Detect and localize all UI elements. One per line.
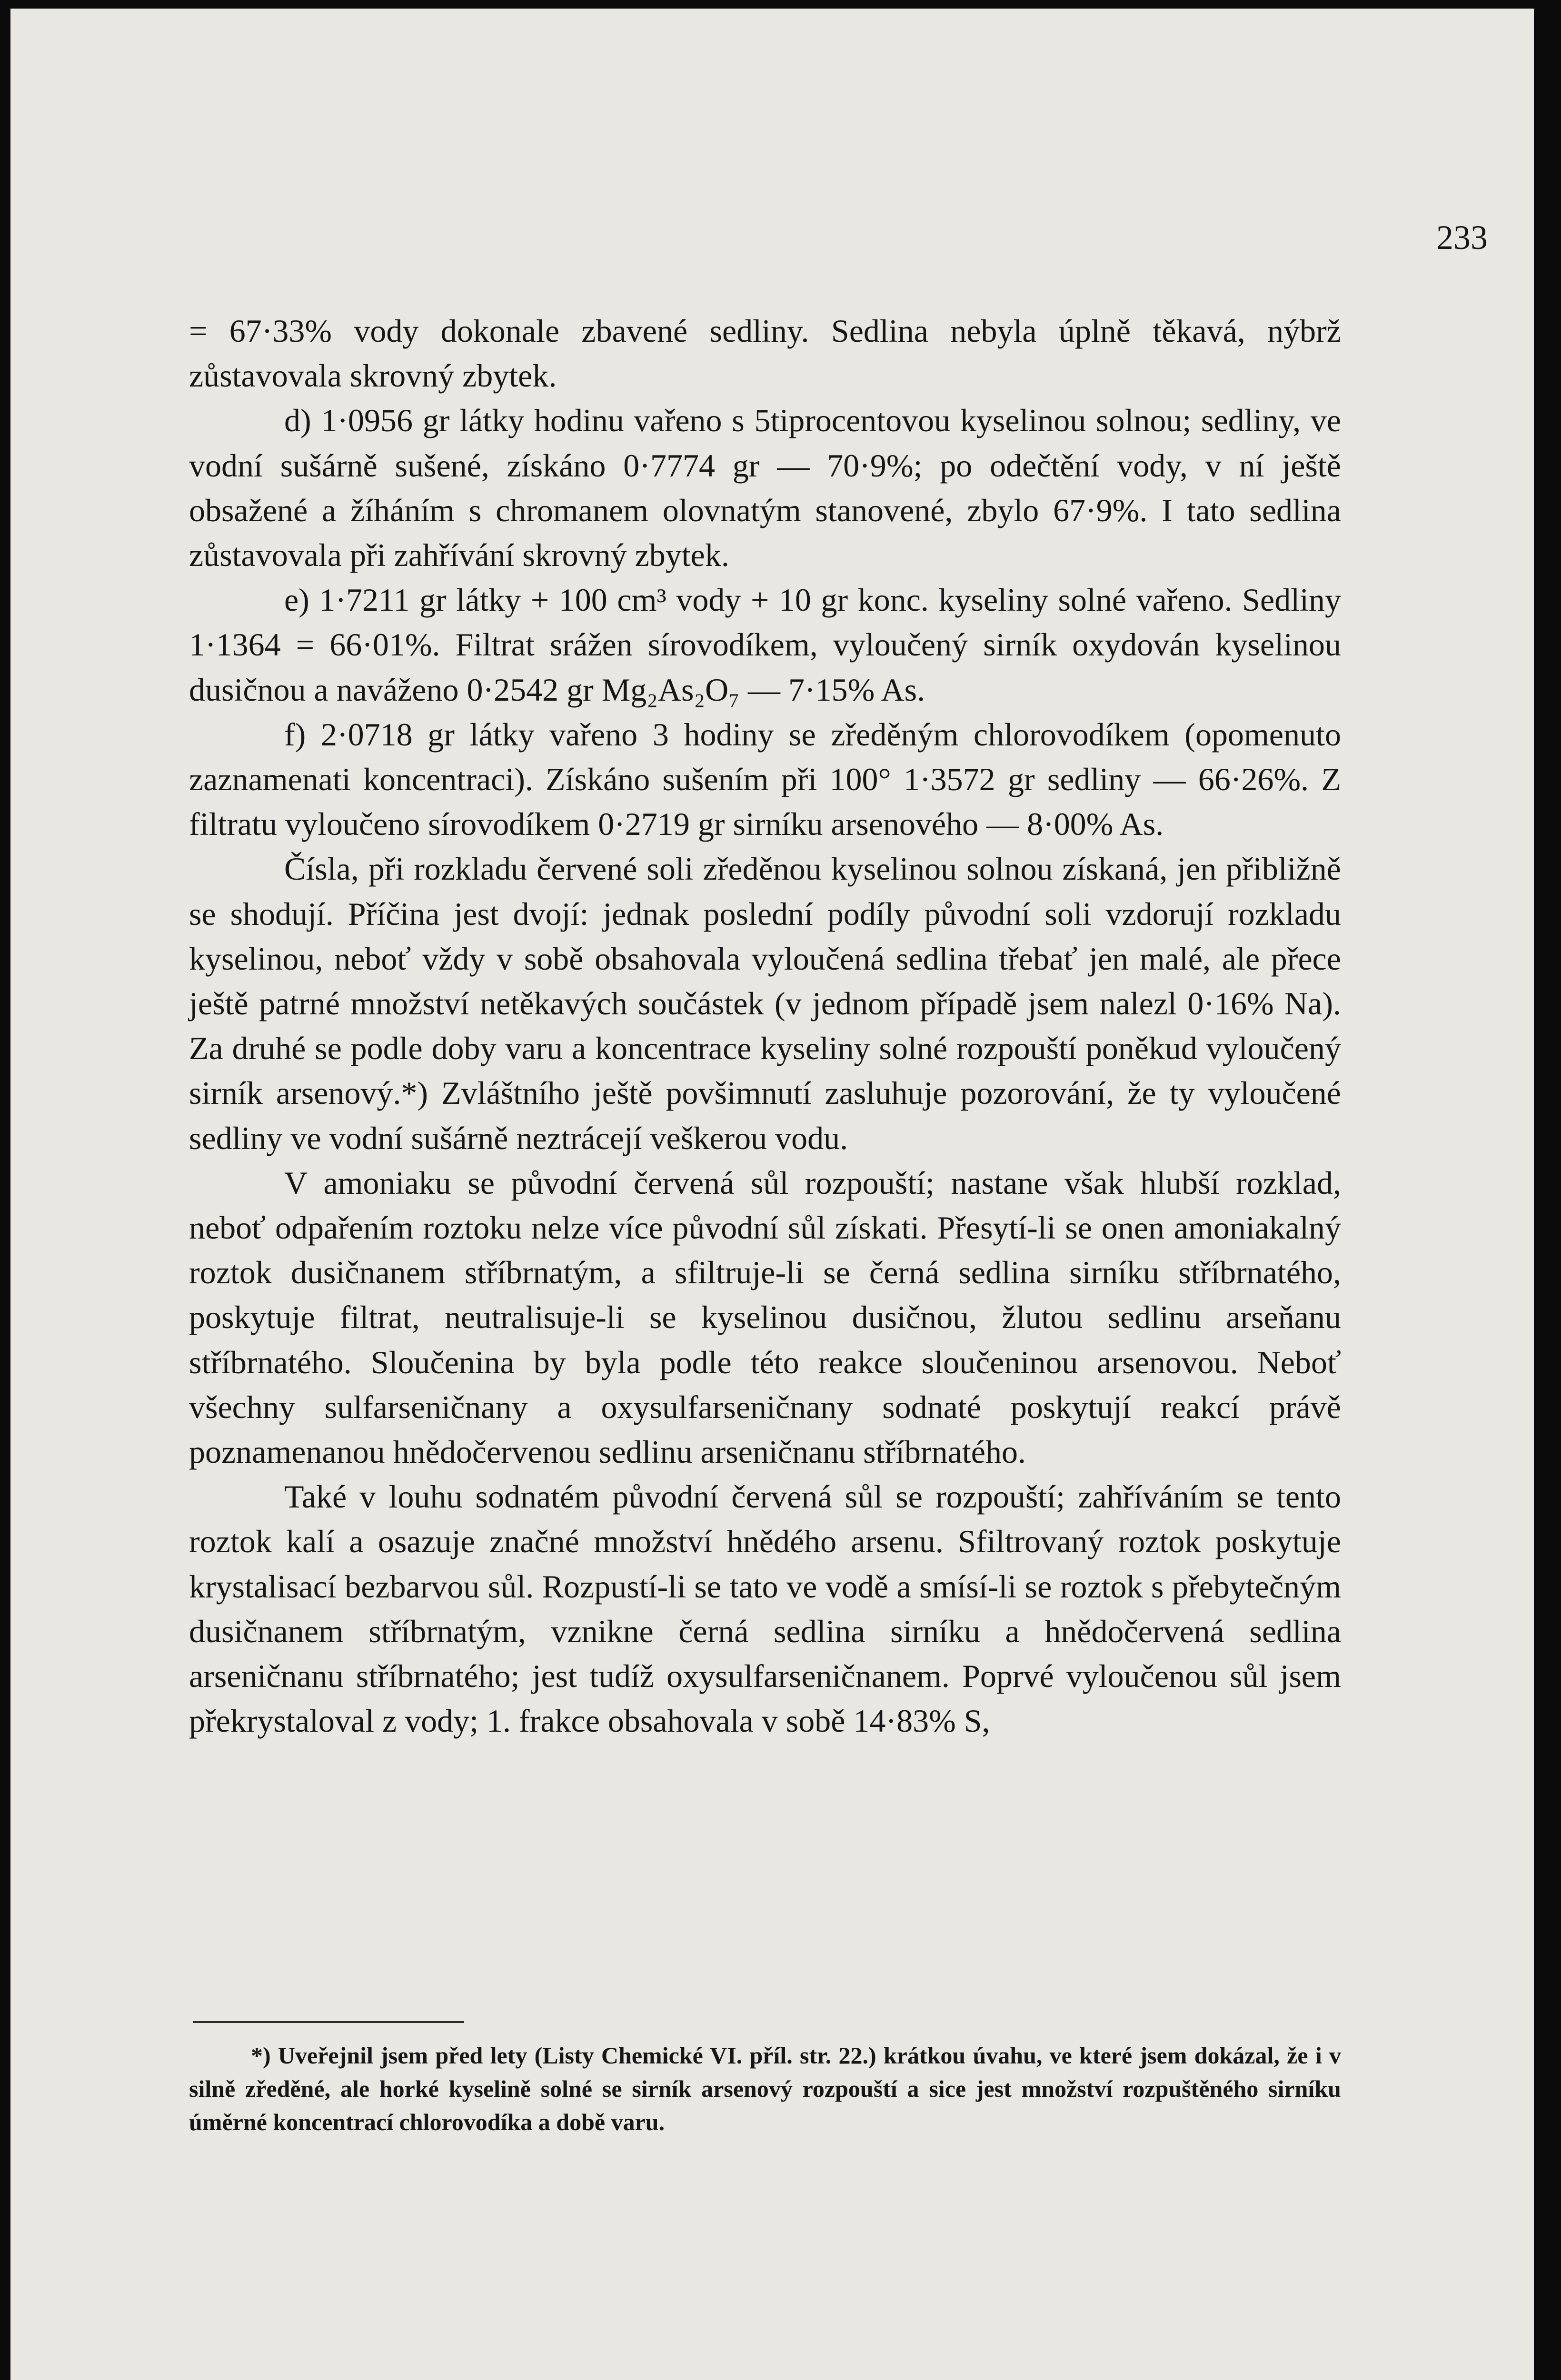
body-text <box>189 308 1341 1744</box>
paragraph-sodium-hydroxide: Také v louhu sodnatém původní červená sůl se rozpouští; zahříváním se tento roztok kalí a osazuje značné množství hnědého arsenu. Sfiltrovaný roztok poskytuje krystalisací bezbarvou sůl. Rozpustí-li se tato ve vodě a smísí-li se roztok s přebytečným dusičnanem stříbrnatým, vznikne černá sedlina sirníku a hnědočervená sedlina arseničnanu stříbrnatého; jest tudíž oxysulfarseničnanem. Poprvé vyloučenou sůl jsem překrystaloval z vody; 1. frakce obsahovala v sobě 14·83% S, <box>189 1478 1341 1739</box>
scanned-page <box>10 9 1534 2380</box>
footnote <box>189 2039 1341 2139</box>
footnote-divider <box>193 2021 464 2023</box>
paragraph-ammonia: V amoniaku se původní červená sůl rozpouští; nastane však hlubší rozklad, neboť odpařením roztoku nelze více původní sůl získati. Přesytí-li se onen amoniakalný roztok dusičnanem stříbrnatým, a sfiltruje-li se černá sedlina sirníku stříbrnatého, poskytuje filtrat, neutralisuje-li se kyselinou dusičnou, žlutou sedlinu arseňanu stříbrnatého. Sloučenina by byla podle této reakce sloučeninou arsenovou. Neboť všechny sulfarseničnany a oxysulfarseničnany sodnaté poskytují reakcí právě poznamenanou hnědočervenou sedlinu arseničnanu stříbrnatého. <box>189 1164 1341 1470</box>
paragraph-e: e) 1·7211 gr látky + 100 cm³ vody + 10 gr konc. kyseliny solné vařeno. Sedliny 1·1364 = 66·01%. Filtrat srážen sírovodíkem, vyloučený sirník oxydován kyselinou dusičnou a naváženo 0·2542 gr Mg₂As₂O₇ — 7·15% As. <box>189 582 1341 708</box>
paragraph-d: d) 1·0956 gr látky hodinu vařeno s 5tiprocentovou kyselinou solnou; sedliny, ve vodní sušárně sušené, získáno 0·7774 gr — 70·9%; po odečtění vody, v ní ještě obsažené a žíháním s chromanem olovnatým stanovené, zbylo 67·9%. I tato sedlina zůstavovala při zahřívání skrovný zbytek. <box>189 402 1341 574</box>
footnote-text: *) Uveřejnil jsem před lety (Listy Chemické VI. příl. str. 22.) krátkou úvahu, ve které jsem dokázal, že i v silně zředěné, ale horké kyselině solné se sirník arsenový rozpouští a sice jest množství rozpuštěného sirníku úměrné koncentrací chlorovodíka a době varu. <box>189 2042 1341 2135</box>
paragraph-numbers-discussion: Čísla, při rozkladu červené soli zředěnou kyselinou solnou získaná, jen přibližně se shodují. Příčina jest dvojí: jednak poslední podíly původní soli vzdorují rozkladu kyselinou, neboť vždy v sobě obsahovala vyloučená sedlina třebať jen malé, ale přece ještě patrné množství netěkavých součástek (v jednom případě jsem nalezl 0·16% Na). Za druhé se podle doby varu a koncentrace kyseliny solné rozpouští poněkud vyloučený sirník arsenový.*) Zvláštního ještě povšimnutí zasluhuje pozorování, že ty vyloučené sedliny ve vodní sušárně neztrácejí veškerou vodu. <box>189 851 1341 1156</box>
page-number: 233 <box>1436 218 1488 257</box>
paragraph-continuation: = 67·33% vody dokonale zbavené sedliny. Sedlina nebyla úplně těkavá, nýbrž zůstavovala skrovný zbytek. <box>189 313 1341 394</box>
paragraph-f: f) 2·0718 gr látky vařeno 3 hodiny se zředěným chlorovodíkem (opomenuto zaznamenati koncentraci). Získáno sušením při 100° 1·3572 gr sedliny — 66·26%. Z filtratu vyloučeno sírovodíkem 0·2719 gr sirníku arsenového — 8·00% As. <box>189 716 1341 843</box>
